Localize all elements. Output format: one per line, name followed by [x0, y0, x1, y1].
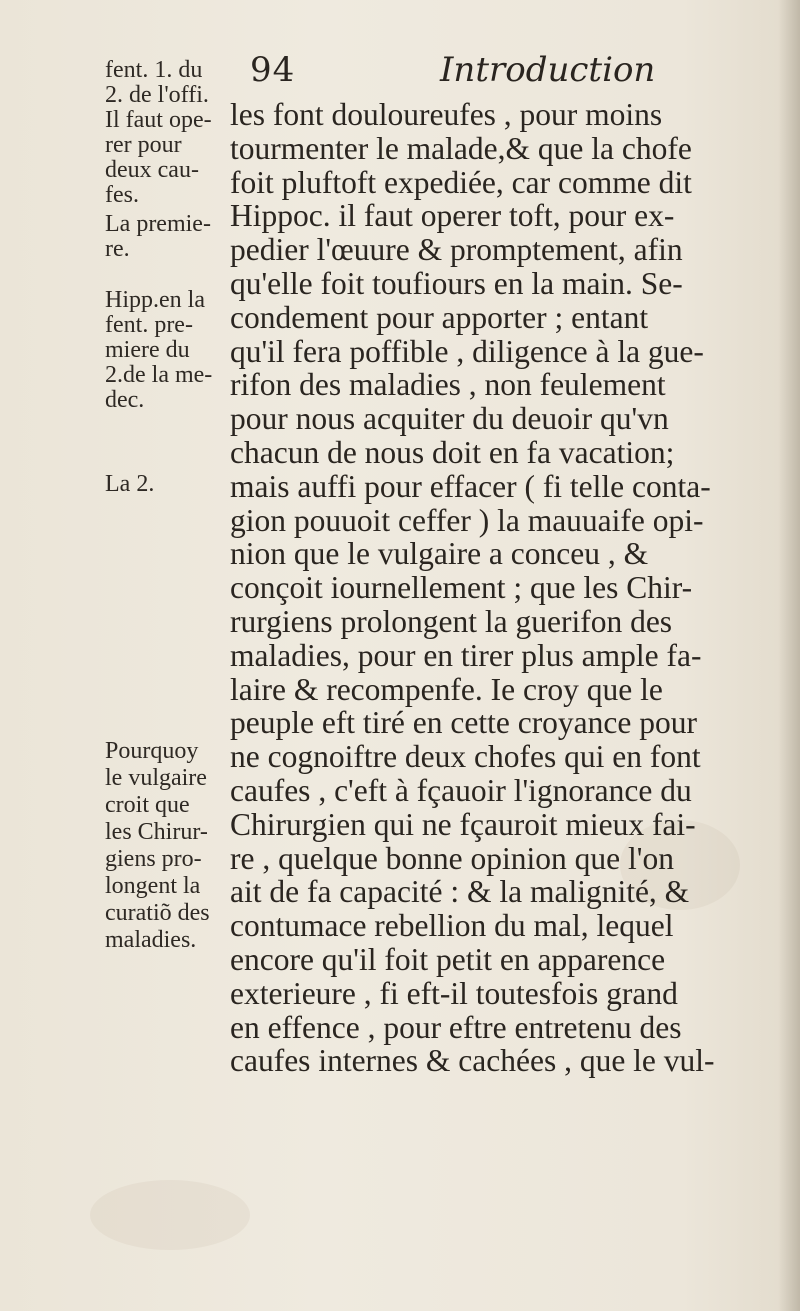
margin-note-line: Il faut ope-	[105, 107, 212, 133]
text-line: maladies, pour en tirer plus ample fa-	[230, 637, 702, 673]
margin-note-line: Pourquoy	[105, 738, 199, 764]
text-line: encore qu'il foit petit en apparence	[230, 941, 666, 977]
margin-note	[105, 58, 212, 208]
text-line: mais auffi pour effacer ( fi telle conta-	[230, 468, 711, 504]
margin-note	[105, 212, 211, 262]
margin-note-line: La 2.	[105, 471, 155, 497]
text-line: Chirurgien qui ne fçauroit mieux fai-	[230, 806, 696, 842]
page-header	[250, 50, 770, 94]
margin-note-line: 2. de l'offi.	[105, 82, 209, 108]
margin-note-line: fent. 1. du	[105, 57, 203, 83]
text-line: en effence , pour eftre entretenu des	[230, 1009, 682, 1045]
paper-stain	[90, 1180, 250, 1250]
running-title: Introduction	[440, 50, 656, 90]
margin-note-line: croit que	[105, 792, 190, 818]
margin-note-line: maladies.	[105, 927, 197, 953]
text-line: peuple eft tiré en cette croyance pour	[230, 705, 697, 741]
margin-note-line: longent la	[105, 873, 201, 899]
margin-note-line: Hipp.en la	[105, 287, 205, 313]
margin-note-line: fes.	[105, 182, 139, 208]
text-line: nion que le vulgaire a conceu , &	[230, 536, 649, 572]
text-line: rurgiens prolongent la guerifon des	[230, 603, 673, 639]
margin-note-line: re.	[105, 236, 130, 262]
margin-note-line: 2.de la me-	[105, 362, 213, 388]
margin-note-line: miere du	[105, 337, 190, 363]
margin-note-line: rer pour	[105, 132, 182, 158]
margin-note-line: curatiõ des	[105, 900, 210, 926]
text-line: contumace rebellion du mal, lequel	[230, 908, 674, 944]
text-line: qu'elle foit toufiours en la main. Se-	[230, 265, 683, 301]
text-line: re , quelque bonne opinion que l'on	[230, 840, 674, 876]
text-line: pour nous acquiter du deuoir qu'vn	[230, 401, 669, 437]
text-line: ne cognoiftre deux chofes qui en font	[230, 739, 701, 775]
margin-note	[105, 472, 154, 497]
margin-note-line: dec.	[105, 387, 145, 413]
text-line: Hippoc. il faut operer toft, pour ex-	[230, 198, 675, 234]
text-line: les font douloureufes , pour moins	[230, 97, 663, 132]
text-line: condement pour apporter ; entant	[230, 299, 649, 335]
margin-note-line: deux cau-	[105, 157, 199, 183]
margin-note-line: giens pro-	[105, 846, 202, 872]
text-line: conçoit iournellement ; que les Chir-	[230, 570, 693, 606]
margin-note-line: La premie-	[105, 211, 211, 237]
margin-note-line: le vulgaire	[105, 765, 207, 791]
page-number: 94	[250, 50, 296, 90]
text-line: ait de fa capacité : & la malignité, &	[230, 874, 690, 910]
text-line: gion pouuoit ceffer ) la mauuaife opi-	[230, 502, 704, 538]
margin-note	[105, 288, 212, 413]
text-line: caufes internes & cachées , que le vul-	[230, 1043, 715, 1079]
text-line: foit pluftoft expediée, car comme dit	[230, 164, 692, 200]
text-line: pedier l'œuure & promptement, afin	[230, 232, 683, 268]
text-line: rifon des maladies , non feulement	[230, 367, 666, 403]
text-line: exterieure , fi eft-il toutesfois grand	[230, 975, 678, 1011]
text-line: tourmenter le malade,& que la chofe	[230, 130, 692, 166]
margin-note-line: fent. pre-	[105, 312, 193, 338]
text-line: chacun de nous doit en fa vacation;	[230, 434, 675, 470]
margin-note	[105, 738, 210, 954]
text-line: caufes , c'eft à fçauoir l'ignorance du	[230, 772, 692, 808]
body-text	[230, 98, 790, 1078]
text-line: qu'il fera poffible , diligence à la gue-	[230, 333, 704, 369]
text-line: laire & recompenfe. Ie croy que le	[230, 671, 663, 707]
margin-note-line: les Chirur-	[105, 819, 208, 845]
